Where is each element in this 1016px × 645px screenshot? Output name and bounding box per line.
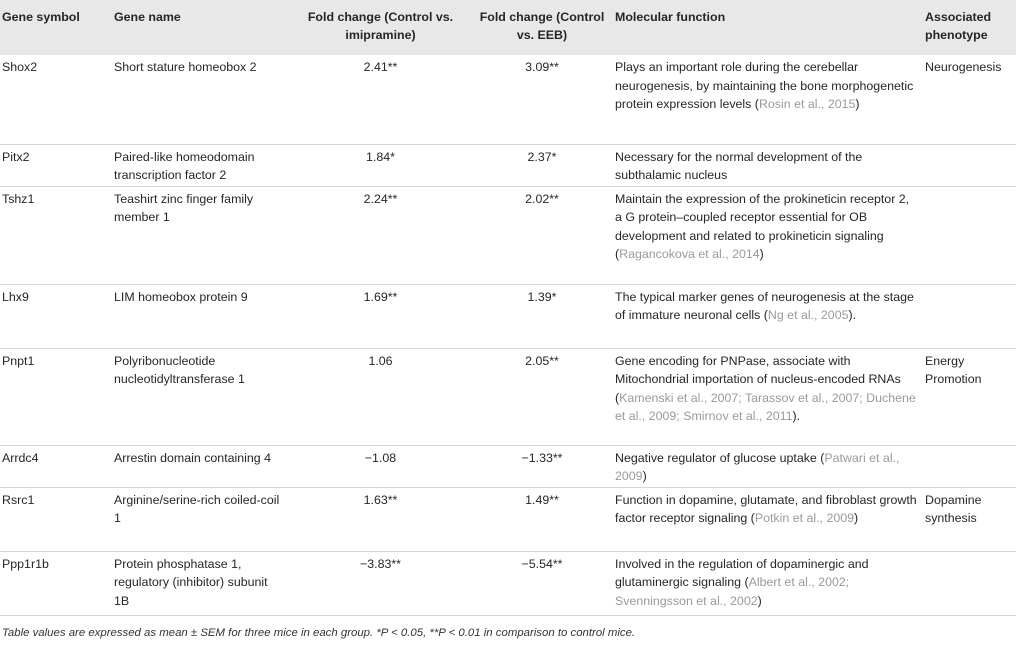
molecular-function-cell: The typical marker genes of neurogenesis at the stage of immature neuronal cells (Ng et al., 2005). (613, 284, 923, 348)
molecular-function-cell: Maintain the expression of the prokineticin receptor 2, a G protein–coupled receptor essential for OB development and related to prokineticin signaling (Ragancokova et al., 2014) (613, 186, 923, 284)
phenotype-cell (923, 284, 1016, 348)
molecular-function-cell: Involved in the regulation of dopaminergic and glutaminergic signaling (Albert et al., 2002; Svenningsson et al., 2002) (613, 551, 923, 615)
phenotype-cell (923, 551, 1016, 615)
reference-link[interactable]: Albert et al., 2002; Svenningsson et al., 2002 (615, 575, 850, 608)
phenotype-cell: Energy Promotion (923, 348, 1016, 445)
gene-name-cell: Paired-like homeodomain transcription factor 2 (112, 144, 290, 186)
table-row (0, 487, 1016, 551)
fold-eeb-cell: 2.37* (473, 144, 613, 186)
fold-eeb-cell: −1.33** (473, 445, 613, 487)
fold-imipramine-cell: 1.84* (290, 144, 473, 186)
fold-eeb-cell: 1.49** (473, 487, 613, 551)
gene-symbol-cell: Pnpt1 (0, 348, 112, 445)
gene-symbol-cell: Arrdc4 (0, 445, 112, 487)
gene-name-cell: LIM homeobox protein 9 (112, 284, 290, 348)
header-gene-symbol: Gene symbol (2, 10, 80, 24)
phenotype-cell: Dopamine synthesis (923, 487, 1016, 551)
gene-symbol-cell: Pitx2 (0, 144, 112, 186)
reference-link[interactable]: Ng et al., 2005 (767, 308, 849, 323)
header-associated-phenotype: Associated phenotype (925, 10, 992, 42)
molecular-function-cell: Negative regulator of glucose uptake (Patwari et al., 2009) (613, 445, 923, 487)
gene-name-cell: Polyribonucleotide nucleotidyltransferase 1 (112, 348, 290, 445)
phenotype-cell: Neurogenesis (923, 55, 1016, 144)
gene-name-cell: Arrestin domain containing 4 (112, 445, 290, 487)
molecular-function-cell: Plays an important role during the cerebellar neurogenesis, by maintaining the bone morphogenetic protein expression levels (Rosin et al., 2015) (613, 55, 923, 144)
fold-imipramine-cell: 1.63** (290, 487, 473, 551)
fold-imipramine-cell: −1.08 (290, 445, 473, 487)
fold-eeb-cell: 2.05** (473, 348, 613, 445)
fold-imipramine-cell: 2.41** (290, 55, 473, 144)
reference-link[interactable]: Patwari et al., 2009 (615, 450, 900, 484)
gene-symbol-cell: Shox2 (0, 55, 112, 144)
gene-name-cell: Protein phosphatase 1, regulatory (inhibitor) subunit 1B (112, 551, 290, 615)
table-row (0, 445, 1016, 487)
table-row (0, 55, 1016, 144)
fold-eeb-cell: 2.02** (473, 186, 613, 284)
reference-link[interactable]: Rosin et al., 2015 (758, 97, 856, 112)
reference-link[interactable]: Ragancokova et al., 2014 (619, 247, 760, 262)
phenotype-cell (923, 445, 1016, 487)
table-footnote: Table values are expressed as mean ± SEM for three mice in each group. *P < 0.05, **P < 0.01 in comparison to control mice. (2, 627, 636, 639)
phenotype-cell (923, 186, 1016, 284)
fold-imipramine-cell: 1.06 (290, 348, 473, 445)
fold-eeb-cell: −5.54** (473, 551, 613, 615)
gene-symbol-cell: Ppp1r1b (0, 551, 112, 615)
gene-symbol-cell: Lhx9 (0, 284, 112, 348)
gene-symbol-cell: Rsrc1 (0, 487, 112, 551)
reference-link[interactable]: Kamenski et al., 2007; Tarassov et al., 2007; Duchene et al., 2009; Smirnov et al., 2011 (615, 390, 916, 424)
gene-name-cell: Short stature homeobox 2 (112, 55, 290, 144)
header-fold-eeb: Fold change (Control vs. EEB) (479, 10, 605, 42)
header-gene-name: Gene name (114, 10, 181, 24)
header-molecular-function: Molecular function (615, 10, 726, 24)
fold-eeb-cell: 1.39* (473, 284, 613, 348)
table-row (0, 284, 1016, 348)
fold-imipramine-cell: 1.69** (290, 284, 473, 348)
reference-link[interactable]: Potkin et al., 2009 (754, 511, 855, 526)
fold-imipramine-cell: 2.24** (290, 186, 473, 284)
table-row (0, 186, 1016, 284)
table-row (0, 348, 1016, 445)
header-row (0, 0, 1016, 55)
gene-symbol-cell: Tshz1 (0, 186, 112, 284)
table-row (0, 144, 1016, 186)
molecular-function-cell: Necessary for the normal development of the subthalamic nucleus (613, 144, 923, 186)
molecular-function-cell: Gene encoding for PNPase, associate with Mitochondrial importation of nucleus-encoded RNAs (Kamenski et al., 2007; Tarassov et al., 2007; Duchene et al., 2009; Smirnov et al., 2011). (613, 348, 923, 445)
fold-eeb-cell: 3.09** (473, 55, 613, 144)
gene-name-cell: Arginine/serine-rich coiled-coil 1 (112, 487, 290, 551)
header-fold-imipramine: Fold change (Control vs. imipramine) (307, 10, 454, 42)
molecular-function-cell: Function in dopamine, glutamate, and fibroblast growth factor receptor signaling (Potkin et al., 2009) (613, 487, 923, 551)
phenotype-cell (923, 144, 1016, 186)
table-row (0, 551, 1016, 615)
gene-name-cell: Teashirt zinc finger family member 1 (112, 186, 290, 284)
fold-imipramine-cell: −3.83** (290, 551, 473, 615)
